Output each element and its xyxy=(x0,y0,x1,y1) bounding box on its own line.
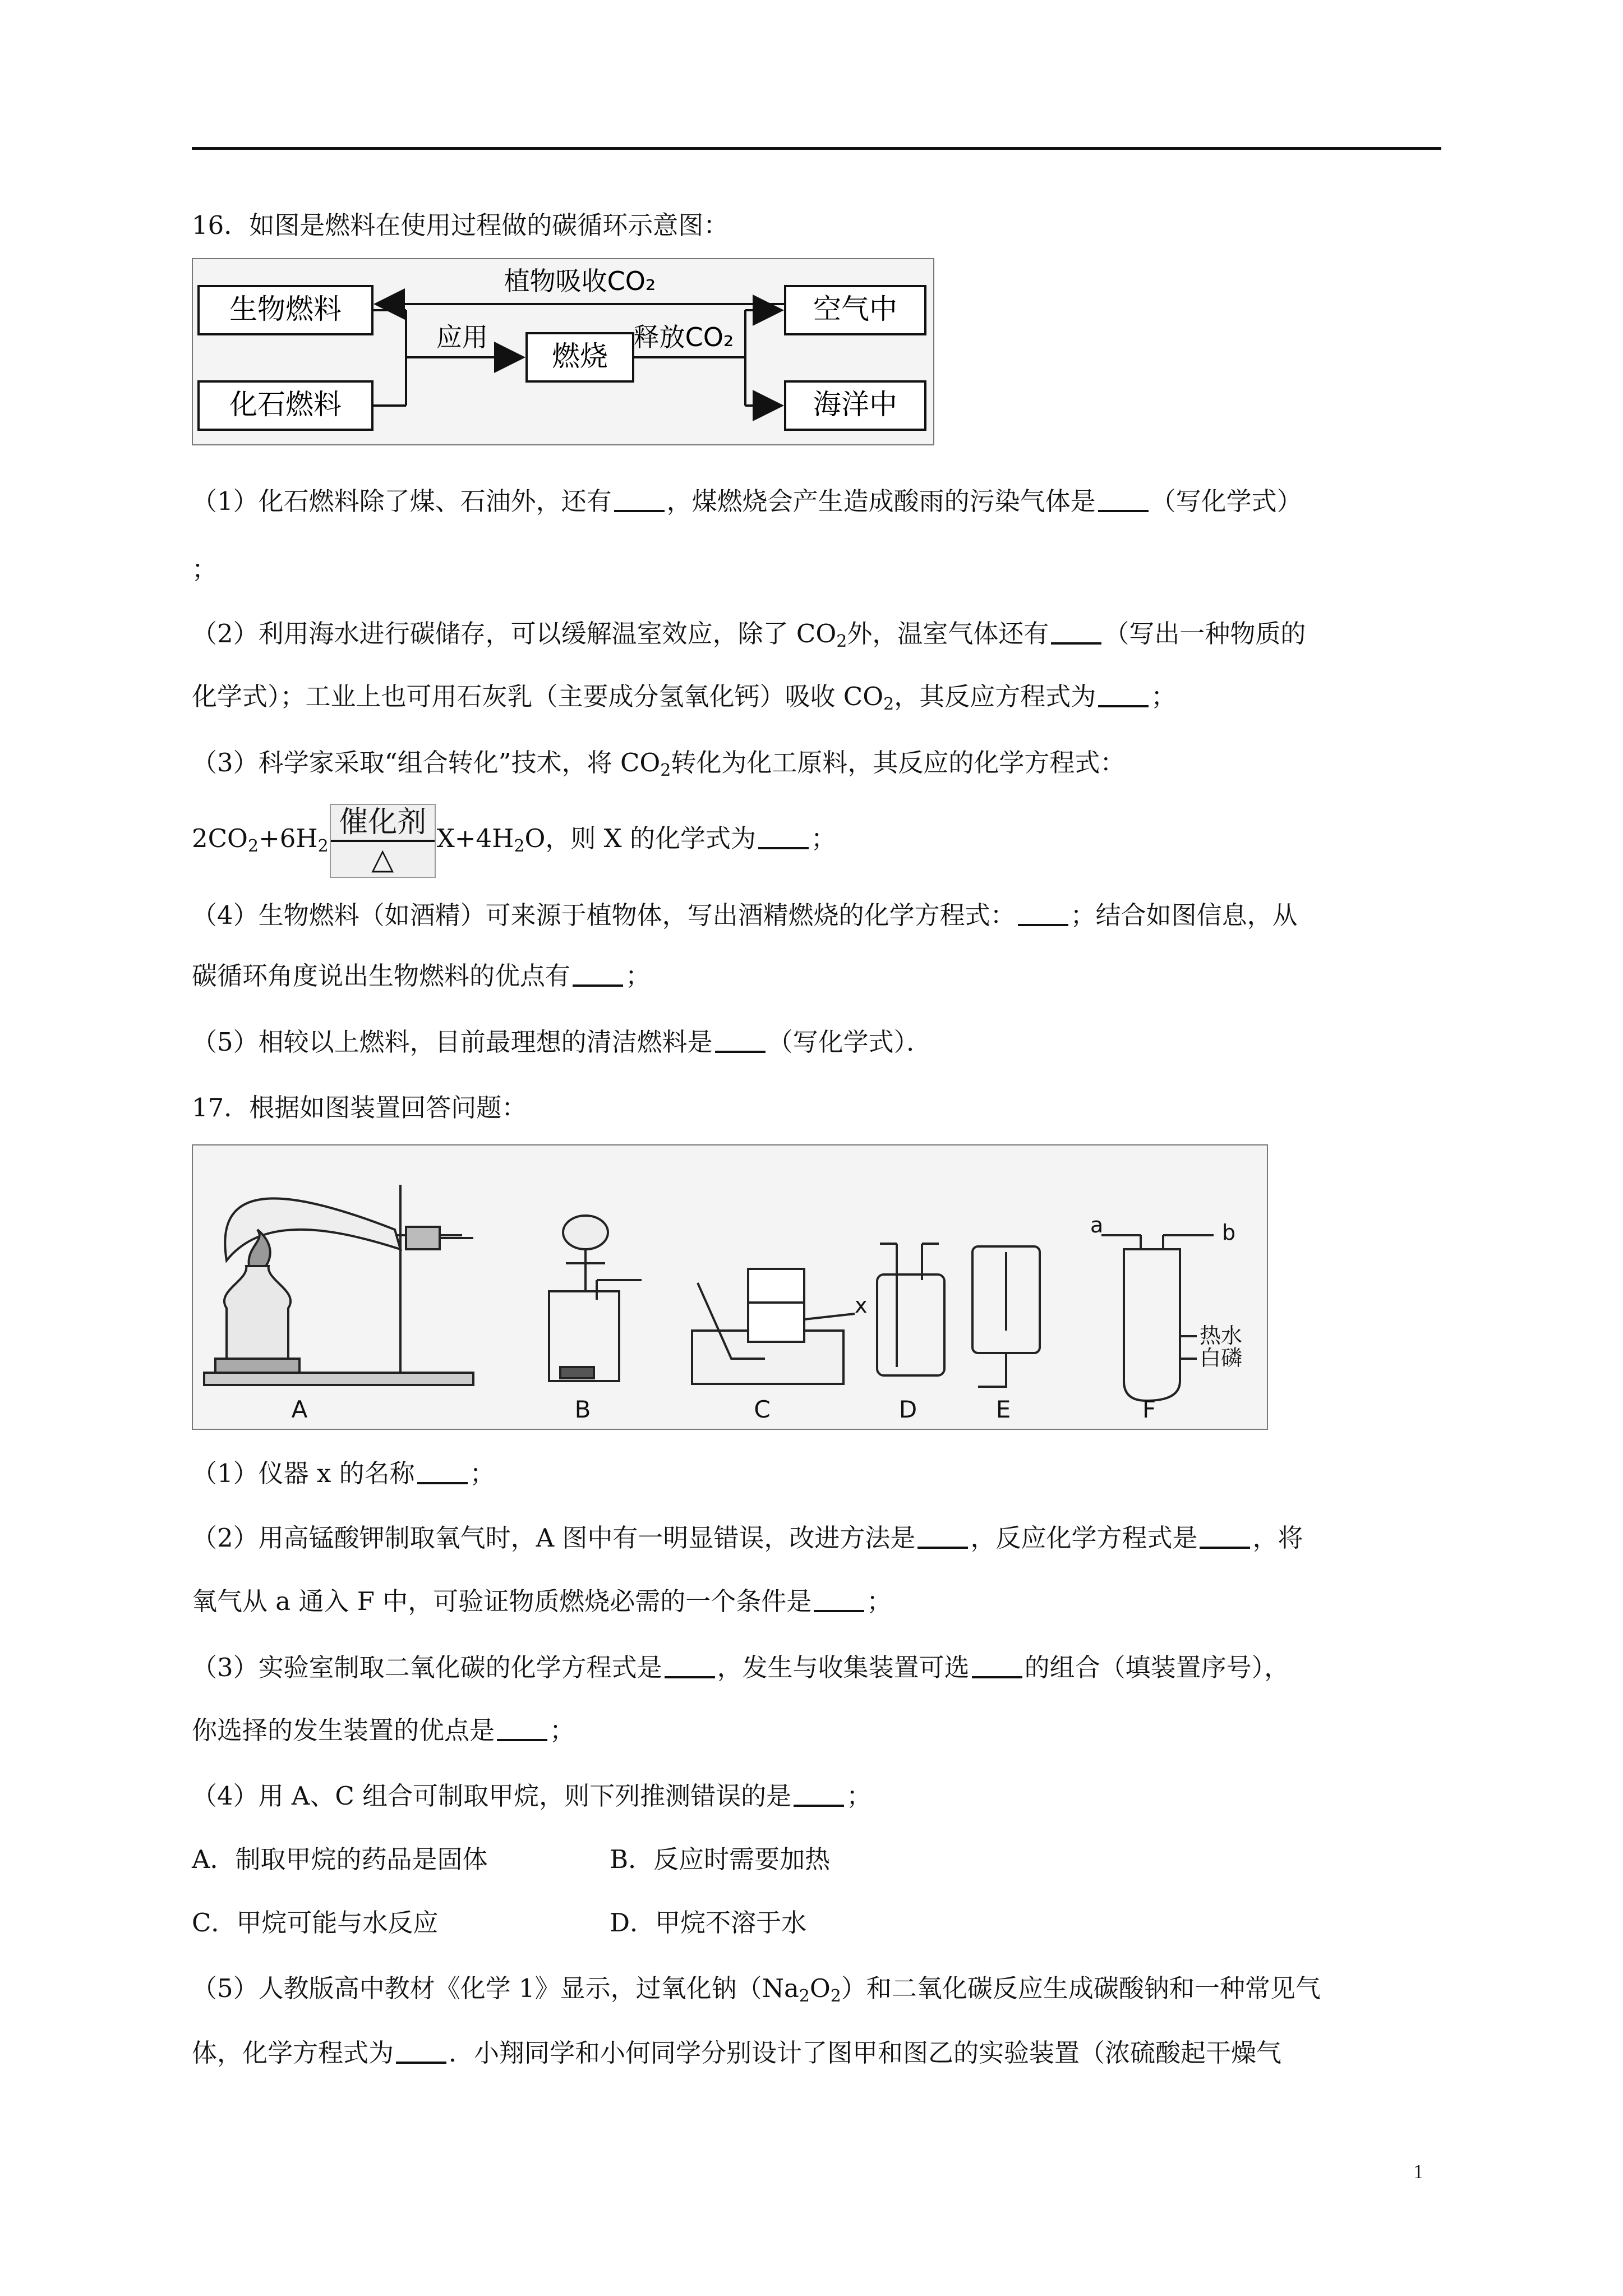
option-b[interactable]: B．反应时需要加热 xyxy=(610,1844,831,1874)
apparatus-a xyxy=(204,1185,473,1385)
fig-label-a: a xyxy=(1090,1213,1104,1237)
option-a[interactable]: A．制取甲烷的药品是固体 xyxy=(192,1844,488,1874)
fig-label-F: F xyxy=(1142,1396,1156,1423)
answer-blank[interactable] xyxy=(1098,682,1149,707)
answer-blank[interactable] xyxy=(1200,1523,1250,1549)
option-d[interactable]: D．甲烷不溶于水 xyxy=(610,1908,807,1938)
q16-part2-line2: 化学式）；工业上也可用石灰乳（主要成分氢氧化钙）吸收 $CO_2$，其反应方程式为 ； xyxy=(192,682,1177,714)
apply-label: 应用 xyxy=(436,322,488,352)
q17-part2-line2: 氧气从 a 通入 F 中，可验证物质燃烧必需的一个条件是 ； xyxy=(192,1586,892,1616)
answer-blank[interactable] xyxy=(715,1027,766,1053)
answer-blank[interactable] xyxy=(665,1653,715,1678)
apparatus-figure xyxy=(192,1144,1268,1430)
fig-label-A: A xyxy=(291,1396,308,1423)
apparatus-e xyxy=(972,1246,1040,1387)
fig-label-x: x xyxy=(855,1293,868,1318)
fig-label-B: B xyxy=(574,1396,591,1423)
ocean-label: 海洋中 xyxy=(813,388,897,421)
release-label: 释放CO₂ xyxy=(633,322,734,352)
apparatus-f xyxy=(1101,1235,1214,1401)
q16-part1: （1）化石燃料除了煤、石油外，还有 ，煤燃烧会产生造成酸雨的污染气体是 （写化学式） xyxy=(192,486,1302,516)
q16-title: 16．如图是燃料在使用过程做的碳循环示意图： xyxy=(192,210,729,240)
fossil-fuel-label: 化石燃料 xyxy=(229,388,342,421)
q17-part4: （4）用 A、C 组合可制取甲烷，则下列推测错误的是 ； xyxy=(192,1781,872,1811)
q16-part2-line1: （2）利用海水进行碳储存，可以缓解温室效应，除了 $CO_2$外，温室气体还有 （写出一种物质的 xyxy=(192,619,1306,651)
heat-symbol: △ xyxy=(371,842,394,876)
apparatus-b xyxy=(549,1216,642,1381)
catalyst-condition: 催化剂 △ xyxy=(330,804,436,878)
q17-title: 17．根据如图装置回答问题： xyxy=(192,1093,527,1122)
q16-part1-end: ； xyxy=(192,554,218,584)
q17-part3-line2: 你选择的发生装置的优点是 ； xyxy=(192,1715,575,1745)
fig-label-C: C xyxy=(754,1396,771,1423)
answer-blank[interactable] xyxy=(1018,900,1068,926)
q16-part4-line1: （4）生物燃料（如酒精）可来源于植物体，写出酒精燃烧的化学方程式： ；结合如图信息，从 xyxy=(192,900,1298,930)
q17-part1: （1）仪器 x 的名称 ； xyxy=(192,1458,495,1488)
answer-blank[interactable] xyxy=(573,961,623,987)
page-number: 1 xyxy=(1413,2160,1423,2183)
answer-blank[interactable] xyxy=(417,1458,468,1484)
q17-part5-line1: （5）人教版高中教材《化学 1》显示，过氧化钠$(Na_2O_2)$和二氧化碳反应生成碳酸钠和一种常见气 xyxy=(192,1973,1321,2006)
answer-blank[interactable] xyxy=(1051,619,1101,645)
answer-blank[interactable] xyxy=(1098,486,1149,512)
q17-part5-line2: 体，化学方程式为 ．小翔同学和小何同学分别设计了图甲和图乙的实验装置（浓硫酸起干燥气 xyxy=(192,2038,1282,2068)
q17-options-row2 xyxy=(192,1906,1441,1940)
header-rule xyxy=(192,147,1441,150)
apparatus-c xyxy=(692,1269,855,1384)
q16-part5: （5）相较以上燃料，目前最理想的清洁燃料是 （写化学式）． xyxy=(192,1027,932,1057)
q17-options-row1 xyxy=(192,1843,1441,1876)
fig-label-E: E xyxy=(995,1396,1011,1423)
fig-label-b: b xyxy=(1222,1220,1236,1245)
answer-blank[interactable] xyxy=(972,1653,1022,1678)
answer-blank[interactable] xyxy=(497,1715,547,1741)
option-c[interactable]: C．甲烷可能与水反应 xyxy=(192,1908,439,1938)
answer-blank[interactable] xyxy=(917,1523,968,1549)
burn-label: 燃烧 xyxy=(552,340,608,372)
fig-label-D: D xyxy=(898,1396,917,1423)
q17-part3-line1: （3）实验室制取二氧化碳的化学方程式是 ，发生与收集装置可选 的组合（填装置序号）， xyxy=(192,1653,1290,1682)
answer-blank[interactable] xyxy=(396,2038,446,2064)
answer-blank[interactable] xyxy=(758,823,809,849)
apparatus-d xyxy=(877,1244,944,1375)
answer-blank[interactable] xyxy=(794,1781,844,1807)
fig-label-white-phosphorus: 白磷 xyxy=(1200,1346,1243,1370)
q16-part3-equation: $2CO_2+6H_2$ 催化剂 △ $X+4H_2O$，则 X 的化学式为 ； xyxy=(192,799,1441,886)
bio-fuel-label: 生物燃料 xyxy=(229,293,342,325)
q16-part3-line1: （3）科学家采取“组合转化”技术，将 $CO_2$转化为化工原料，其反应的化学方程式： xyxy=(192,748,1126,780)
carbon-cycle-diagram xyxy=(192,258,934,445)
answer-blank[interactable] xyxy=(814,1586,864,1612)
answer-blank[interactable] xyxy=(614,486,665,512)
q16-part4-line2: 碳循环角度说出生物燃料的优点有 ； xyxy=(192,961,651,991)
q17-part2-line1: （2）用高锰酸钾制取氧气时，A 图中有一明显错误，改进方法是 ，反应化学方程式是 ，将 xyxy=(192,1523,1303,1553)
plant-absorb-label: 植物吸收CO₂ xyxy=(504,266,656,296)
fig-label-hot-water: 热水 xyxy=(1200,1323,1243,1348)
air-label: 空气中 xyxy=(813,293,897,325)
